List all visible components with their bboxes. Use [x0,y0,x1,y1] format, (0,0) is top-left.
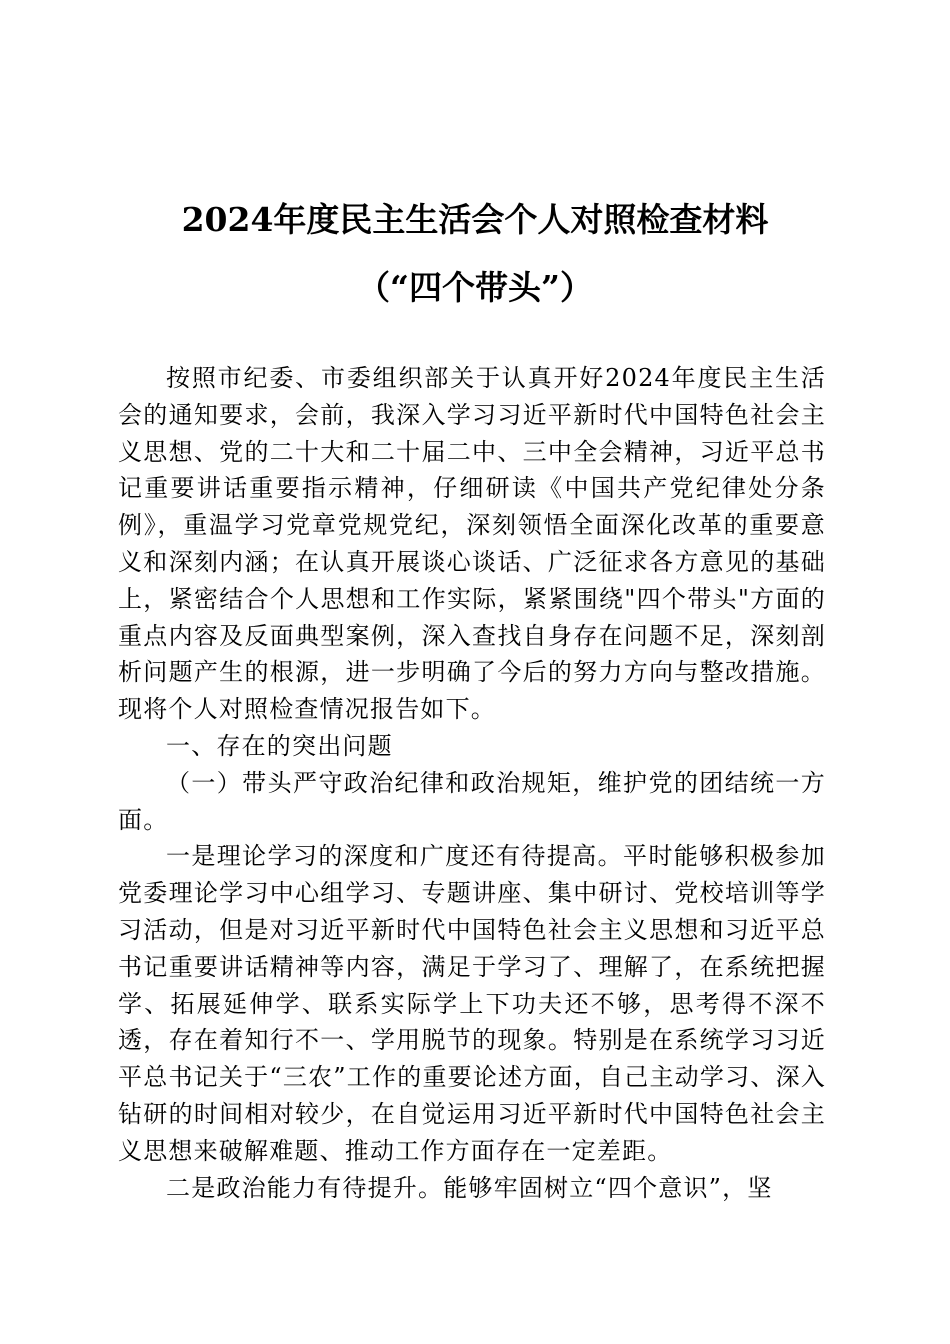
body-paragraph-1: 一是理论学习的深度和广度还有待提高。平时能够积极参加党委理论学习中心组学习、专题讲座、集中研讨、党校培训等学习活动，但是对习近平新时代中国特色社会主义思想和习近平总书记重要讲话精神等内容，满足于学习了、理解了，在系统把握学、拓展延伸学、联系实际学上下功夫还不够，思考得不深不透，存在着知行不一、学用脱节的现象。特别是在系统学习习近平总书记关于“三农”工作的重要论述方面，自己主动学习、深入钻研的时间相对较少，在自觉运用习近平新时代中国特色社会主义思想来破解难题、推动工作方面存在一定差距。 [118,842,826,1165]
intro-paragraph: 按照市纪委、市委组织部关于认真开好2024年度民主生活会的通知要求，会前，我深入学习习近平新时代中国特色社会主义思想、党的二十大和二十届二中、三中全会精神，习近平总书记重要讲话重要指示精神，仔细研读《中国共产党纪律处分条例》，重温学习党章党规党纪，深刻领悟全面深化改革的重要意义和深刻内涵；在认真开展谈心谈话、广泛征求各方意见的基础上，紧密结合个人思想和工作实际，紧紧围绕"四个带头"方面的重点内容及反面典型案例，深入查找自身存在问题不足，深刻剖析问题产生的根源，进一步明确了今后的努力方向与整改措施。现将个人对照检查情况报告如下。 [118,364,826,724]
document-body [118,360,826,1206]
document-subtitle: （“四个带头”） [357,268,593,307]
body-paragraph-2: 二是政治能力有待提升。能够牢固树立“四个意识”，坚 [166,1173,773,1202]
section-heading: 一、存在的突出问题 [166,731,393,760]
subsection-heading: （一）带头严守政治纪律和政治规矩，维护党的团结统一方面。 [118,768,826,834]
document-title: 2024年度民主生活会个人对照检查材料 [181,200,769,239]
